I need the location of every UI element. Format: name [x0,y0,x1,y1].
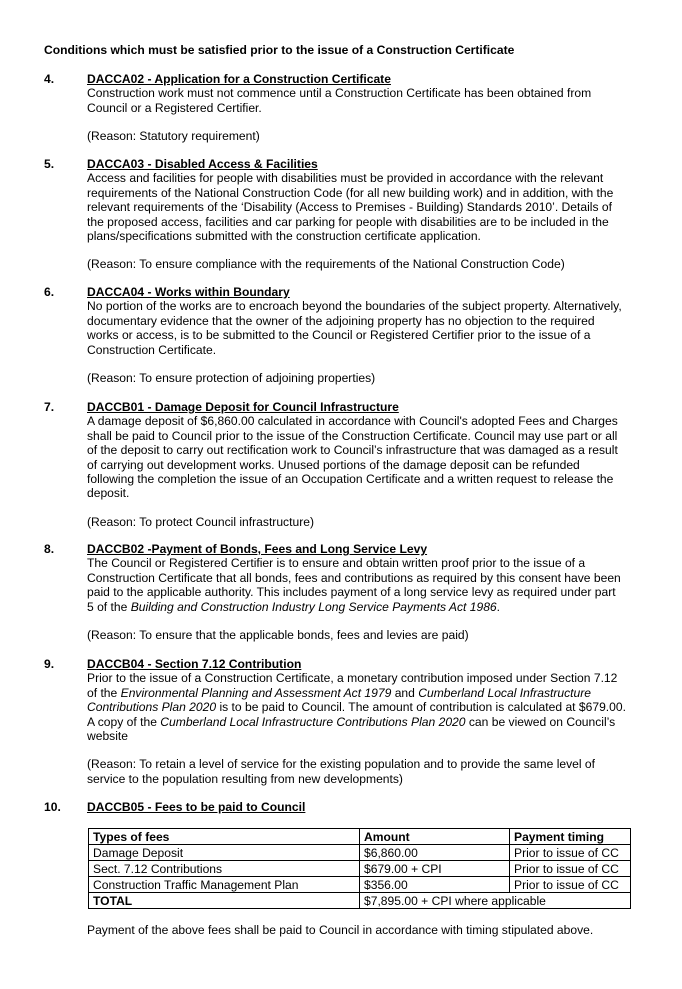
table-row [89,861,631,877]
table-row [89,845,631,861]
footer-note: Payment of the above fees shall be paid to Council in accordance with timing stipulated above. [87,923,594,937]
condition-reason: (Reason: Statutory requirement) [87,129,260,144]
condition-text-line: Construction Certificate. [87,342,217,357]
condition-text-line: requirements of the National Construction Code (for all new building work) and in addition, with the [87,185,614,200]
condition-text-line: documentary evidence that the owner of the adjoining property has no objection to the required [87,313,595,328]
condition-number: 8. [44,542,55,556]
condition-reason: (Reason: To protect Council infrastructure) [87,514,314,529]
table-cell: Prior to issue of CC [510,845,631,861]
table-cell: $679.00 + CPI [360,861,510,877]
total-label: TOTAL [89,893,360,909]
condition-text-line: Council or a Registered Certifier. [87,100,262,115]
condition-title: DACCB02 -Payment of Bonds, Fees and Long Service Levy [87,542,428,556]
condition-text-line: Access and facilities for people with disabilities must be provided in accordance with the relevant [87,171,604,186]
condition-text-line: No portion of the works are to encroach beyond the boundaries of the subject property. Alternatively, [87,299,622,314]
condition-text-line: of the deposit to carry out rectification work to Council’s infrastructure that was damaged as a result [87,443,618,458]
condition-reason: (Reason: To retain a level of service for the existing population and to provide the same level of [87,757,596,772]
condition-text-line: Construction Certificate that all bonds, fees and contributions as required by this consent have been [87,570,621,585]
condition-text-line: shall be paid to Council prior to the issue of the Construction Certificate. Council may use part or all [87,428,618,443]
total-value: $7,895.00 + CPI where applicable [360,893,631,909]
table-row [89,877,631,893]
condition-number: 4. [44,72,55,86]
column-header: Amount [360,829,510,845]
condition-number: 9. [44,657,55,671]
condition-text-line: of carrying out development works. Unused portions of the damage deposit can be refunded [87,457,580,472]
table-header-row [89,829,631,845]
fees-table [88,828,631,909]
act-title: Building and Construction Industry Long Service Payments Act 1986 [130,599,497,614]
condition-text-line: The Council or Registered Certifier is to ensure and obtain written proof prior to the issue of a [87,556,586,571]
condition-number: 10. [44,800,61,814]
table-cell: Sect. 7.12 Contributions [89,861,360,877]
condition-title: DACCB05 - Fees to be paid to Council [87,800,306,814]
condition-text-line: A damage deposit of $6,860.00 calculated in accordance with Council's adopted Fees and Charges [87,414,618,429]
condition-reason: (Reason: To ensure that the applicable bonds, fees and levies are paid) [87,628,469,643]
column-header: Payment timing [510,829,631,845]
condition-title: DACCA02 - Application for a Construction Certificate [87,72,391,86]
condition-reason: (Reason: To ensure compliance with the requirements of the National Construction Code) [87,257,565,272]
condition-text-line: relevant requirements of the ‘Disability (Access to Premises - Building) Standards 2010’. Details of [87,200,612,215]
condition-text-line: Prior to the issue of a Construction Certificate, a monetary contribution imposed under Section 7.12 [87,671,618,686]
condition-text-line: of the Environmental Planning and Assessment Act 1979 and Cumberland Local Infrastructure [87,685,591,700]
condition-text-line: works or access, is to be submitted to the Council or Registered Certifier prior to the issue of a [87,328,591,343]
condition-text-line: website [87,729,129,744]
condition-number: 5. [44,157,55,171]
condition-title: DACCB01 - Damage Deposit for Council Infrastructure [87,400,399,414]
condition-number: 6. [44,285,55,299]
section-heading: Conditions which must be satisfied prior to the issue of a Construction Certificate [44,43,515,57]
condition-reason: service to the population resulting from new developments) [87,771,403,786]
table-cell: $6,860.00 [360,845,510,861]
condition-text-line: deposit. [87,486,130,501]
condition-text-line: A copy of the Cumberland Local Infrastructure Contributions Plan 2020 can be viewed on Council’s [87,714,616,729]
condition-text-line: paid to the applicable authority. This includes payment of a long service levy as required under part [87,585,616,600]
condition-title: DACCA04 - Works within Boundary [87,285,290,299]
condition-title: DACCA03 - Disabled Access & Facilities [87,157,318,171]
table-total-row [89,893,631,909]
table-cell: $356.00 [360,877,510,893]
condition-text-line: following the completion the issue of an Occupation Certificate and a written request to release the [87,472,614,487]
condition-text-line: the proposed access, facilities and car parking for people with disabilities are to be included in the [87,214,609,229]
table-cell: Construction Traffic Management Plan [89,877,360,893]
table-cell: Prior to issue of CC [510,877,631,893]
condition-text-line: 5 of the Building and Construction Industry Long Service Payments Act 1986. [87,599,501,614]
table-cell: Damage Deposit [89,845,360,861]
condition-number: 7. [44,400,55,414]
condition-text-line: Construction work must not commence until a Construction Certificate has been obtained from [87,86,592,101]
table-cell: Prior to issue of CC [510,861,631,877]
condition-reason: (Reason: To ensure protection of adjoining properties) [87,371,376,386]
condition-text-line: plans/specifications submitted with the construction certificate application. [87,229,481,244]
condition-title: DACCB04 - Section 7.12 Contribution [87,657,302,671]
condition-text-line: Contributions Plan 2020 is to be paid to Council. The amount of contribution is calculated at $679.00. [87,700,626,715]
column-header: Types of fees [89,829,360,845]
